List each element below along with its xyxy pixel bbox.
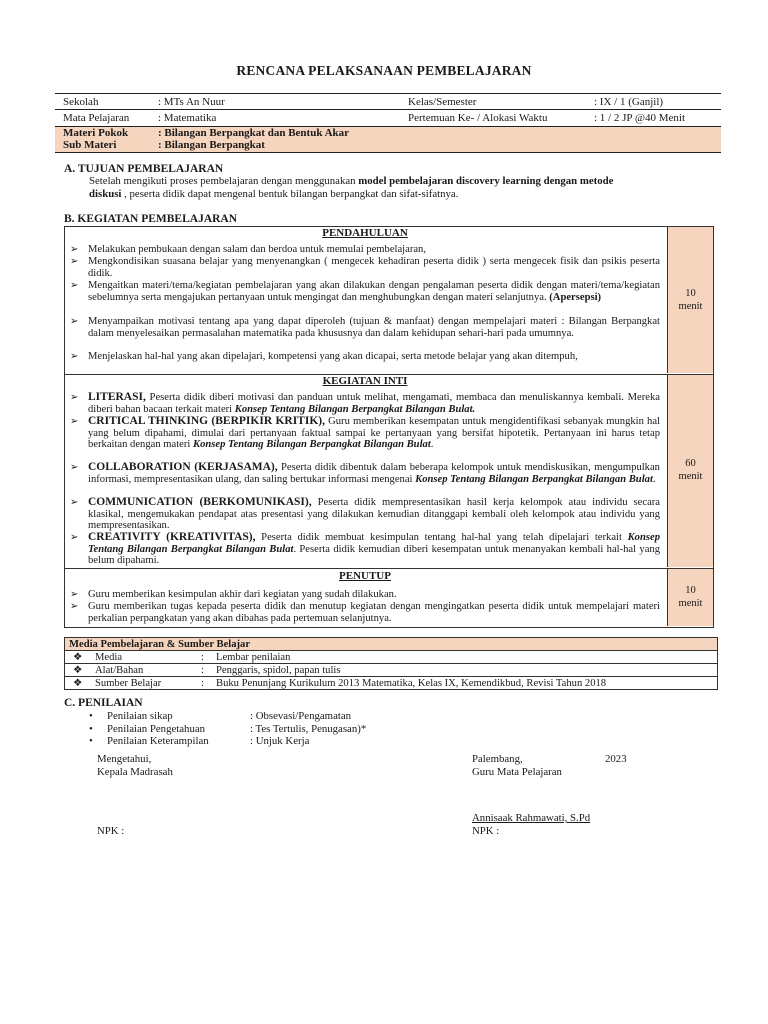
kepala-madrasah-text: Kepala Madrasah (97, 766, 173, 778)
media-row (65, 650, 717, 664)
header-rule-mid (55, 109, 721, 110)
kelas-label: Kelas/Semester (408, 96, 477, 108)
mapel-label: Mata Pelajaran (63, 112, 130, 124)
header-rule-top (55, 93, 721, 94)
materi-pokok-value: : Bilangan Berpangkat dan Bentuk Akar (158, 127, 350, 139)
inti-item-literasi: ➢ LITERASI, Peserta didik diberi motivasi dan panduan untuk melihat, mengamati, membaca dan menuliskannya kembali. Mereka diberi bahan bacaan terkait materi Konsep Tentang Bilangan Berpangkat Bilangan Bulat. (70, 391, 660, 415)
rule-penutup (64, 568, 713, 569)
materi-pokok-label: Materi Pokok (63, 127, 129, 139)
page-title: RENCANA PELAKSANAAN PEMBELAJARAN (236, 63, 532, 78)
pertemuan-label: Pertemuan Ke- / Alokasi Waktu (408, 112, 548, 124)
tujuan-line-2 (89, 188, 709, 201)
pendahuluan-item: ➢ Melakukan pembukaan dengan salam dan berdoa untuk memulai pembelajaran, (70, 244, 426, 255)
pendahuluan-time-unit: menit (678, 301, 703, 312)
arrow-bullet-icon: ➢ (70, 280, 79, 291)
arrow-bullet-icon: ➢ (70, 462, 79, 473)
mapel-value: : Matematika (158, 112, 217, 124)
sekolah-label: Sekolah (63, 96, 99, 108)
penilaian-bullet-icon: • (89, 723, 93, 735)
tujuan-text-1a: Setelah mengikuti proses pembelajaran dengan menggunakan (89, 175, 359, 187)
left-npk: NPK : (97, 825, 125, 837)
media-sep: : (201, 652, 204, 663)
media-sep: : (201, 665, 204, 676)
arrow-bullet-icon: ➢ (70, 601, 79, 612)
tujuan-model: model pembelajaran discovery learning dengan metode (358, 175, 614, 187)
pertemuan-value: : 1 / 2 JP @40 Menit (594, 112, 686, 124)
media-value: Penggaris, spidol, papan tulis (216, 665, 341, 676)
media-label: Alat/Bahan (95, 665, 144, 676)
pendahuluan-item: ➢ Menjelaskan hal-hal yang akan dipelajari, kompetensi yang akan dicapai, serta metode belajar yang akan ditempuh, (70, 351, 578, 362)
penilaian-value: : Tes Tertulis, Penugasan)* (250, 723, 367, 735)
year-text: 2023 (605, 753, 627, 765)
arrow-bullet-icon: ➢ (70, 351, 79, 362)
pendahuluan-item: ➢ Mengaitkan materi/tema/kegiatan pembelajaran yang akan dilakukan dengan pengalaman peserta didik dengan materi/tema/kegiatan sebelumnya serta mengajukan pertanyaan untuk mengingat dan menghubungkan dengan materi selanjutnya. (Apersepsi) (70, 280, 660, 303)
pendahuluan-item: ➢ Menyampaikan motivasi tentang apa yang dapat diperoleh (tujuan & manfaat) dengan mempelajari materi : Bilangan Berpangkat dalam menyelesaikan permasalahan matematika pada khususnya dan dalam kehidupan sehari-hari pada umumnya. (70, 316, 660, 339)
penutup-item: ➢ Guru memberikan kesimpulan akhir dari kegiatan yang sudah dilakukan. (70, 589, 397, 600)
arrow-bullet-icon: ➢ (70, 244, 79, 255)
inti-time-cell (667, 375, 713, 567)
materi-band (55, 126, 721, 152)
pendahuluan-title: PENDAHULUAN (322, 227, 408, 239)
right-npk: NPK : (472, 825, 500, 837)
diamond-bullet-icon: ❖ (73, 678, 83, 689)
diamond-bullet-icon: ❖ (73, 652, 83, 663)
media-row (65, 676, 717, 690)
guru-mapel-text: Guru Mata Pelajaran (472, 766, 562, 778)
tujuan-text-2b: , peserta didik dapat mengenal bentuk bilangan berpangkat dan sifat-sifatnya. (121, 188, 459, 200)
inti-item-communication: ➢ COMMUNICATION (BERKOMUNIKASI), Peserta didik mempresentasikan hasil kerja kelompok atau individu secara klasikal, mengemukakan pendapat atas presentasi yang dilakukan kemudian ditanggapi kembali oleh kelompok atau individu yang mempresentasikan. (70, 496, 661, 532)
teacher-name: Annisaak Rahmawati, S.Pd (472, 812, 591, 824)
penilaian-label: Penilaian Pengetahuan (107, 723, 206, 735)
place-text: Palembang, (472, 753, 523, 765)
media-label: Sumber Belajar (95, 678, 162, 689)
inti-title: KEGIATAN INTI (322, 375, 408, 387)
sub-materi-label: Sub Materi (63, 139, 117, 151)
pendahuluan-time-cell (667, 227, 713, 373)
inti-item-creativity: ➢ CREATIVITY (KREATIVITAS), Peserta didik membuat kesimpulan tentang hal-hal yang telah dipelajari terkait Konsep Tentang Bilangan Berpangkat Bilangan Bulat. Peserta didik kemudian diberi kesempatan untuk menanyakan kembali hal-hal yang belum dipahami. (70, 531, 660, 567)
tujuan-heading: A. TUJUAN PEMBELAJARAN (64, 163, 224, 175)
penutup-item: ➢ Guru memberikan tugas kepada peserta didik dan menutup kegiatan dengan mengingatkan peserta didik untuk mempelajari materi perkalian perpangkatan yang akan dibahas pada pertemuan selanjutnya. (70, 601, 660, 624)
diamond-bullet-icon: ❖ (73, 665, 83, 676)
penilaian-value: : Obsevasi/Pengamatan (250, 710, 352, 722)
tujuan-diskusi: diskusi (89, 188, 122, 200)
inti-time-num: 60 (685, 458, 696, 469)
pendahuluan-time-num: 10 (685, 288, 696, 299)
penutup-time-unit: menit (678, 598, 703, 609)
header-rule-band-top (55, 126, 721, 127)
penutup-title: PENUTUP (339, 570, 391, 582)
arrow-bullet-icon: ➢ (70, 589, 79, 600)
inti-item-collaboration: ➢ COLLABORATION (KERJASAMA), Peserta didik dibentuk dalam beberapa kelompok untuk mendiskusikan, mengumpulkan informasi, mempresentasikan ulang, dan saling bertukar informasi mengenai Konsep Tentang Bilangan Berpangkat Bilangan Bulat. (70, 461, 660, 485)
sekolah-value: : MTs An Nuur (158, 96, 225, 108)
kegiatan-heading: B. KEGIATAN PEMBELAJARAN (64, 213, 238, 225)
media-sep: : (201, 678, 204, 689)
media-value: Lembar penilaian (216, 652, 291, 663)
media-heading: Media Pembelajaran & Sumber Belajar (69, 639, 251, 650)
inti-time-unit: menit (678, 471, 703, 482)
arrow-bullet-icon: ➢ (70, 532, 79, 543)
inti-item-critical: ➢ CRITICAL THINKING (BERPIKIR KRITIK), Guru memberikan kesempatan untuk mengidentifikasi sebanyak mungkin hal yang belum dipahami, dimulai dari pertanyaan faktual sampai ke pertanyaan yang bersifat hipotetik. Pertanyaan ini harus tetap berkaitan dengan materi Konsep Tentang Bilangan Berpangkat Bilangan Bulat. (70, 415, 660, 451)
pendahuluan-item: ➢ Mengkondisikan suasana belajar yang menyenangkan ( mengecek kehadiran peserta didik ) serta mengecek fisik dan psikis peserta didik. (70, 256, 660, 279)
penilaian-bullet-icon: • (89, 710, 93, 722)
media-value: Buku Penunjang Kurikulum 2013 Matematika, Kelas IX, Kemendikbud, Revisi Tahun 2018 (216, 678, 607, 689)
penilaian-heading: C. PENILAIAN (64, 697, 143, 709)
media-label: Media (95, 652, 123, 663)
tujuan-line-1 (89, 175, 709, 188)
penilaian-label: Penilaian sikap (107, 710, 173, 722)
header-rule-bottom (55, 152, 721, 153)
arrow-bullet-icon: ➢ (70, 497, 79, 508)
kelas-value: : IX / 1 (Ganjil) (594, 96, 664, 108)
arrow-bullet-icon: ➢ (70, 256, 79, 267)
sub-materi-value: : Bilangan Berpangkat (158, 139, 265, 151)
arrow-bullet-icon: ➢ (70, 316, 79, 327)
penilaian-value: : Unjuk Kerja (250, 735, 310, 747)
apersepsi-label: (Apersepsi) (549, 291, 602, 303)
arrow-bullet-icon: ➢ (70, 416, 79, 427)
penutup-time-cell (667, 569, 713, 626)
media-row (65, 663, 717, 677)
penilaian-bullet-icon: • (89, 735, 93, 747)
penutup-time-num: 10 (685, 585, 696, 596)
mengetahui-text: Mengetahui, (97, 753, 152, 765)
penilaian-label: Penilaian Keterampilan (107, 735, 209, 747)
media-table (64, 637, 718, 690)
arrow-bullet-icon: ➢ (70, 392, 79, 403)
